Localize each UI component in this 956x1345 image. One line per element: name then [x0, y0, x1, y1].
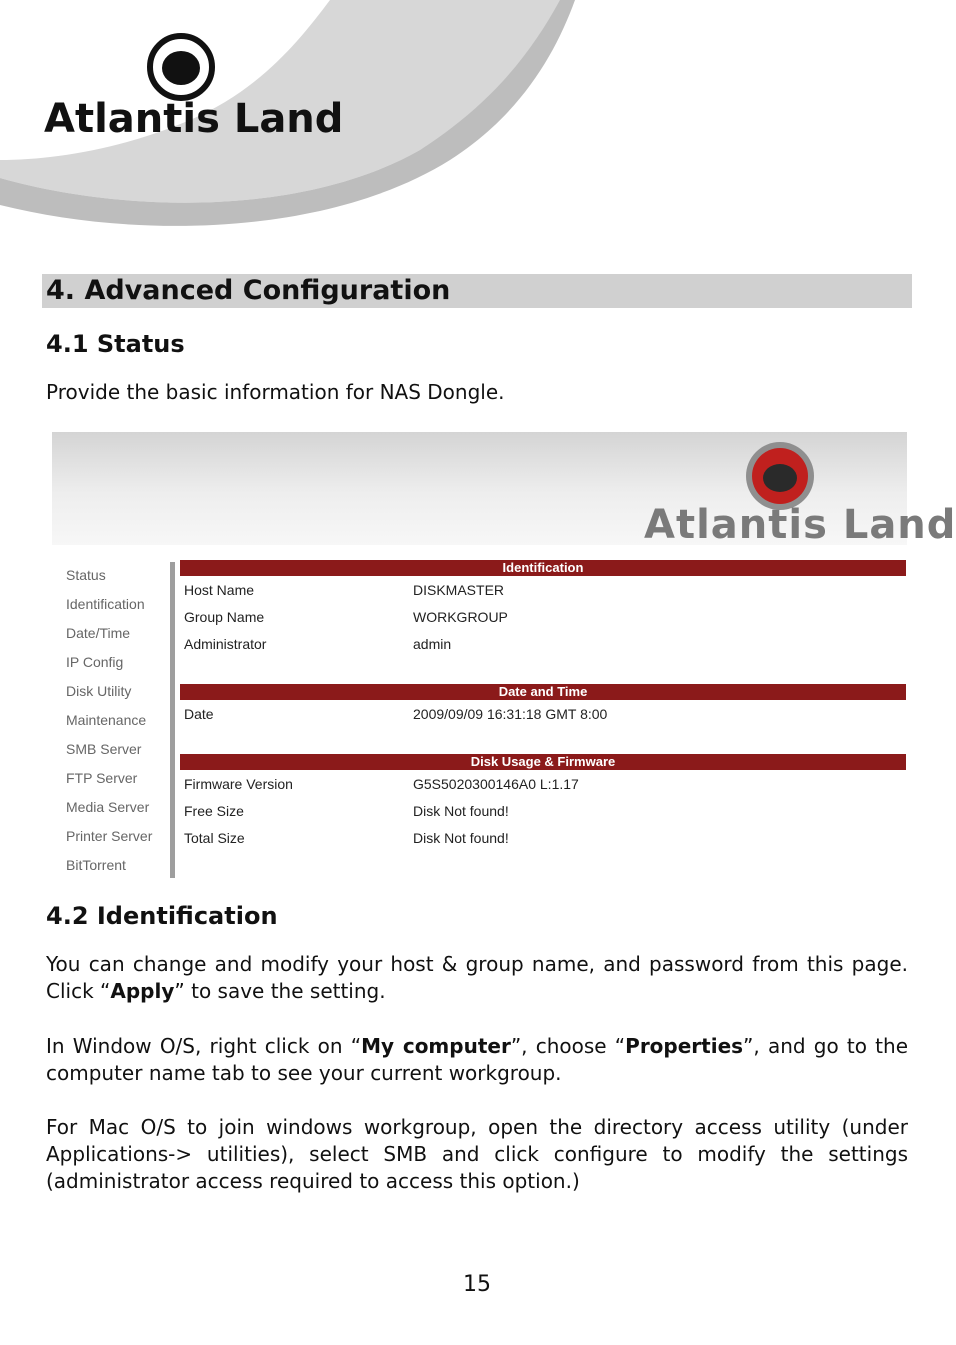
- nav-item-ip-config[interactable]: IP Config: [66, 654, 124, 670]
- panel-header-date-time: [180, 684, 906, 700]
- identification-paragraph-3: For Mac O/S to join windows workgroup, open the directory access utility (under Applications-> utilities), select SMB and click configure to modify the settings (administrator access required to access this option.): [46, 1115, 908, 1193]
- nav-item-ftp-server[interactable]: FTP Server: [66, 770, 138, 786]
- identification-paragraph-2: [46, 1033, 908, 1087]
- status-intro: Provide the basic information for NAS Dongle.: [46, 380, 505, 404]
- row-value-group-name: WORKGROUP: [413, 609, 508, 625]
- row-value-administrator: admin: [413, 636, 452, 652]
- nav-item-bittorrent[interactable]: BitTorrent: [66, 857, 126, 873]
- row-value-total-size: Disk Not found!: [413, 830, 509, 846]
- nav-item-identification[interactable]: Identification: [66, 596, 145, 612]
- my-computer-emphasis: My computer: [361, 1034, 511, 1058]
- identification-paragraph-1: [46, 951, 908, 1005]
- row-label-group-name: Group Name: [184, 609, 265, 625]
- nav-item-disk-utility[interactable]: Disk Utility: [66, 683, 132, 699]
- row-value-date: 2009/09/09 16:31:18 GMT 8:00: [413, 706, 608, 722]
- text-run: You can change and modify your host & group name, and password from this page. Click “: [46, 952, 908, 1003]
- row-label-host-name: Host Name: [184, 582, 255, 598]
- text-run: ” to save the setting.: [174, 979, 386, 1003]
- text-run: ”, and go to the computer name tab to see your current workgroup.: [46, 1034, 909, 1085]
- nav-item-maintenance[interactable]: Maintenance: [66, 712, 147, 728]
- screenshot-banner: [52, 432, 956, 548]
- page-number: 15: [463, 1272, 491, 1297]
- apply-emphasis: Apply: [110, 979, 175, 1003]
- nav-item-media-server[interactable]: Media Server: [66, 799, 150, 815]
- nav-item-smb-server[interactable]: SMB Server: [66, 741, 142, 757]
- nas-status-screenshot: [52, 432, 956, 878]
- nav-item-date-time[interactable]: Date/Time: [66, 625, 131, 641]
- section-title: 4. Advanced Configuration: [46, 275, 451, 306]
- status-heading: 4.1 Status: [46, 330, 185, 358]
- panel-title: Identification: [502, 560, 584, 575]
- panel-title: Disk Usage & Firmware: [470, 754, 616, 769]
- text-run: ”, choose “: [510, 1034, 626, 1058]
- text-run: In Window O/S, right click on “: [46, 1034, 362, 1058]
- logo-mark-icon: [146, 32, 216, 102]
- nav-item-status[interactable]: Status: [66, 567, 106, 583]
- row-value-host-name: DISKMASTER: [413, 582, 505, 598]
- identification-heading: 4.2 Identification: [46, 902, 278, 930]
- logo-text: Atlantis Land: [44, 96, 344, 142]
- row-label-total-size: Total Size: [184, 830, 245, 846]
- panel-header-identification: [180, 560, 906, 576]
- screenshot-logo-text: Atlantis Land: [644, 502, 956, 548]
- row-label-free-size: Free Size: [184, 803, 244, 819]
- row-label-firmware-version: Firmware Version: [184, 776, 293, 792]
- nav-item-printer-server[interactable]: Printer Server: [66, 828, 153, 844]
- row-label-administrator: Administrator: [184, 636, 267, 652]
- row-value-free-size: Disk Not found!: [413, 803, 509, 819]
- row-value-firmware-version: G5S5020300146A0 L:1.17: [413, 776, 579, 792]
- panel-title: Date and Time: [498, 684, 588, 699]
- brand-logo: [44, 30, 344, 142]
- properties-emphasis: Properties: [625, 1034, 744, 1058]
- panel-header-disk-firmware: [180, 754, 906, 770]
- row-label-date: Date: [184, 706, 214, 722]
- sidebar-divider: [170, 562, 175, 878]
- section-heading-bar: [42, 274, 912, 308]
